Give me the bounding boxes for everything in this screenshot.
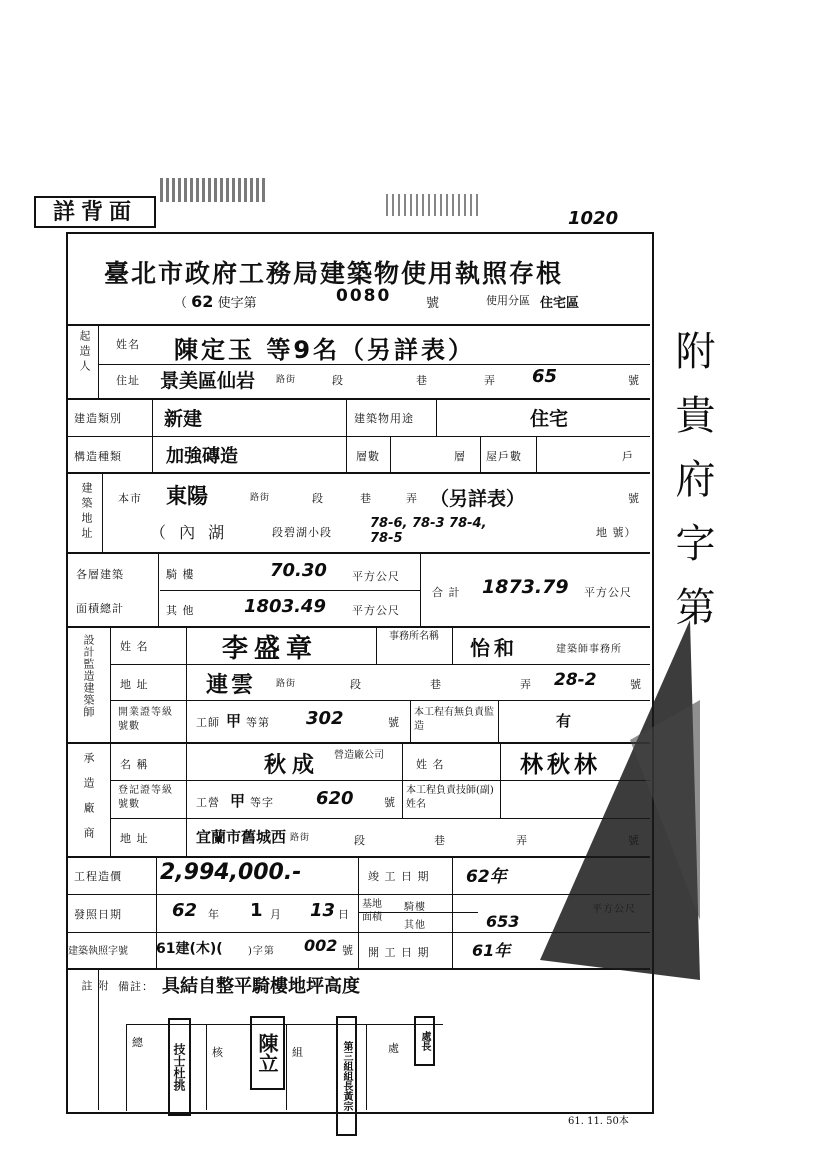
- site-section-label: 建築地址: [80, 482, 93, 542]
- contractor-addr: 宜蘭市舊城西: [196, 828, 287, 846]
- applicant-name: 陳定玉 等9名（另詳表）: [174, 336, 476, 364]
- permit-year: 62: [191, 292, 214, 311]
- cost-label: 工程造價: [74, 870, 122, 883]
- cost-value: 2,994,000.-: [160, 860, 302, 885]
- building-use-label: 建築物用途: [354, 412, 414, 425]
- architect-name: 李盛章: [222, 634, 319, 664]
- build-permit-label: 建築執照字號: [68, 946, 128, 957]
- building-use-value: 住宅: [530, 408, 569, 430]
- serial-number: 1020: [568, 208, 619, 229]
- zone-value: 住宅區: [540, 296, 580, 311]
- applicant-name-label: 姓名: [116, 338, 140, 351]
- floor-area-label-2: 面積總計: [76, 602, 124, 615]
- completion-date: 62年: [466, 867, 507, 887]
- build-permit-number: 002: [304, 936, 338, 955]
- structure-label: 構造種類: [74, 450, 122, 463]
- form-title: 臺北市政府工務局建築物使用執照存根: [104, 259, 564, 288]
- total-area: 1873.79: [482, 576, 569, 598]
- right-margin-text: 附貴府字第: [669, 330, 715, 650]
- site-lot-numbers: 78-6, 78-3 78-4, 78-5: [370, 516, 487, 546]
- applicant-addr: 景美區仙岩: [160, 370, 256, 392]
- site-note: （另詳表）: [430, 488, 526, 510]
- floors-label: 層數: [356, 450, 380, 463]
- floor-area-label-1: 各層建築: [76, 568, 124, 581]
- applicant-addr-no: 65: [532, 366, 558, 387]
- start-date: 61年: [472, 941, 511, 960]
- architect-addr-no: 28-2: [554, 670, 597, 690]
- structure-value: 加強磚造: [166, 446, 238, 467]
- units-label: 屋戶數: [486, 450, 522, 463]
- applicant-section-label: 起造人: [78, 330, 91, 375]
- architect-license-no: 302: [306, 708, 344, 729]
- contractor-reg-no: 620: [316, 788, 354, 809]
- contractor-section-label: 承造廠商: [82, 752, 95, 852]
- contractor-person: 林秋林: [520, 752, 601, 778]
- approval-stamp-1: 技士杜挑: [168, 1018, 191, 1116]
- applicant-addr-label: 住址: [116, 374, 140, 387]
- architect-office: 怡和: [470, 636, 518, 660]
- remarks-section-label: 附註: [80, 980, 109, 1051]
- arcade-area: 70.30: [270, 560, 327, 581]
- base-other-area: 653: [486, 912, 520, 931]
- other-area: 1803.49: [244, 596, 326, 617]
- corner-label: 詳背面: [52, 199, 137, 225]
- issue-label: 發照日期: [74, 908, 122, 921]
- corner-label-box: [34, 196, 156, 228]
- contractor-name: 秋成: [264, 753, 321, 778]
- site-road: 東陽: [166, 484, 208, 508]
- remarks-text: 具結自整平騎樓地坪高度: [162, 976, 360, 997]
- fold-shadow: [500, 620, 700, 980]
- approval-stamp-3: 第三組組長黃宗: [336, 1016, 357, 1136]
- construction-type-value: 新建: [164, 408, 203, 430]
- approval-stamp-4: 處長: [414, 1016, 435, 1066]
- top-stamp-mark-2: [386, 194, 482, 216]
- site-lot-prefix: （ 內 湖: [150, 523, 229, 542]
- footer-code: 61. 11. 50本: [568, 1116, 629, 1127]
- construction-type-label: 建造類別: [74, 412, 122, 425]
- approval-stamp-2: 陳立: [250, 1016, 285, 1090]
- top-stamp-mark: [160, 178, 268, 202]
- permit-line: （ 62 使字第 0080 號 使用分區 住宅區: [174, 286, 580, 311]
- architect-section-label: 設計監造建築師: [82, 634, 95, 718]
- architect-addr: 連雲: [206, 673, 257, 698]
- permit-number: 0080: [336, 286, 392, 306]
